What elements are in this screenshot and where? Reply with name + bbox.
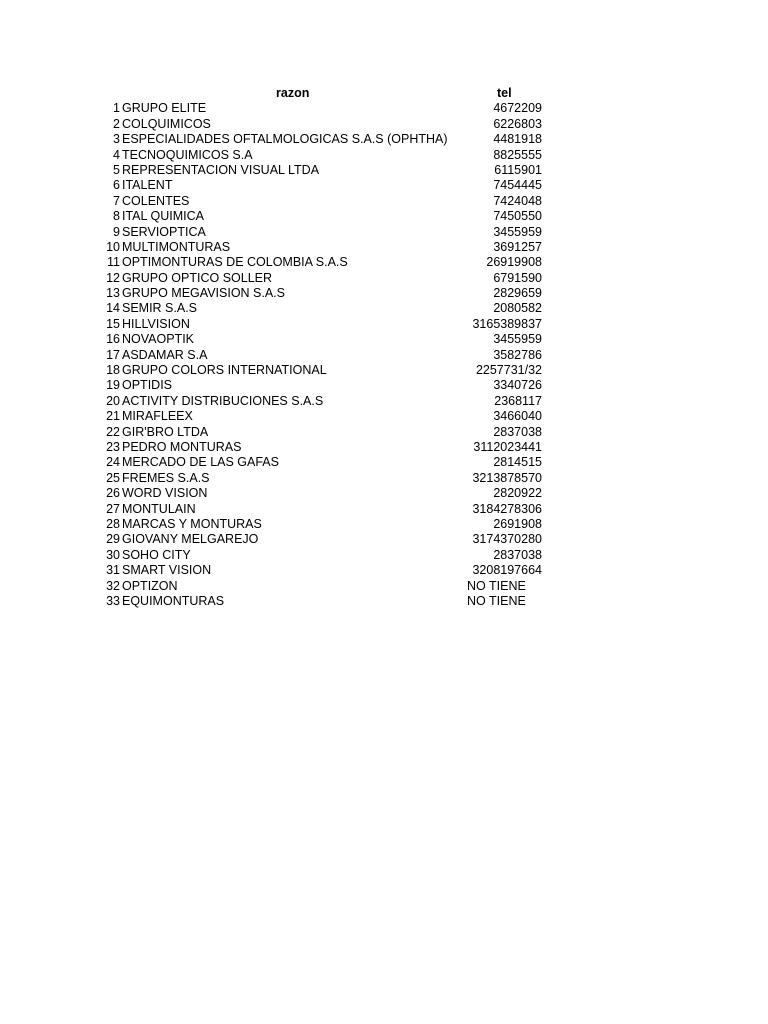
phone-number: 6115901 (494, 162, 542, 177)
table-row (0, 240, 768, 255)
phone-number: 2368117 (494, 393, 542, 408)
table-row (0, 502, 768, 517)
company-name: REPRESENTACION VISUAL LTDA (122, 162, 320, 177)
column-header-razon: razon (276, 86, 310, 100)
table-header-row (0, 86, 768, 101)
phone-number: 6226803 (493, 116, 542, 131)
table-row (0, 594, 768, 609)
row-number: 20 (106, 393, 120, 408)
table-row (0, 425, 768, 440)
table-row (0, 148, 768, 163)
company-name: FREMES S.A.S (122, 470, 210, 485)
company-name: ASDAMAR S.A (122, 347, 208, 362)
row-number: 10 (106, 239, 120, 254)
row-number: 24 (106, 455, 120, 470)
table-row (0, 163, 768, 178)
table-row (0, 178, 768, 193)
column-header-tel: tel (497, 86, 512, 100)
company-name: ESPECIALIDADES OFTALMOLOGICAS S.A.S (OPHTHA) (122, 132, 448, 147)
table-row (0, 225, 768, 240)
phone-number: 7424048 (493, 193, 542, 208)
company-name: MIRAFLEEX (122, 409, 193, 424)
row-number: 11 (107, 255, 120, 270)
company-name: OPTIDIS (122, 378, 173, 393)
company-name: TECNOQUIMICOS S.A (122, 147, 253, 162)
company-name: PEDRO MONTURAS (122, 439, 242, 454)
company-name: OPTIMONTURAS DE COLOMBIA S.A.S (122, 255, 348, 270)
row-number: 33 (106, 593, 120, 608)
phone-number: 2814515 (493, 455, 542, 470)
company-name: SERVIOPTICA (122, 224, 206, 239)
phone-number: 8825555 (493, 147, 542, 162)
row-number: 2 (113, 116, 120, 131)
table-row (0, 332, 768, 347)
phone-number: 26919908 (486, 255, 542, 270)
phone-number: 3455959 (493, 224, 542, 239)
row-number: 14 (106, 301, 120, 316)
row-number: 17 (106, 347, 120, 362)
phone-number: 3165389837 (472, 316, 542, 331)
row-number: 26 (106, 486, 120, 501)
phone-number: 2837038 (493, 424, 542, 439)
company-name: GRUPO COLORS INTERNATIONAL (122, 363, 327, 378)
spreadsheet-table (0, 86, 768, 609)
table-row (0, 409, 768, 424)
company-name: ITAL QUIMICA (122, 209, 204, 224)
row-number: 22 (106, 424, 120, 439)
phone-number: 3213878570 (472, 470, 542, 485)
table-row (0, 348, 768, 363)
row-number: 8 (113, 209, 120, 224)
table-row (0, 455, 768, 470)
row-number: 21 (106, 409, 120, 424)
table-row (0, 101, 768, 116)
row-number: 9 (113, 224, 120, 239)
company-name: ACTIVITY DISTRIBUCIONES S.A.S (122, 393, 324, 408)
table-row (0, 378, 768, 393)
table-row (0, 532, 768, 547)
company-name: OPTIZON (122, 578, 178, 593)
company-name: MARCAS Y MONTURAS (122, 516, 262, 531)
row-number: 7 (113, 193, 120, 208)
phone-number: 3340726 (493, 378, 542, 393)
table-row (0, 363, 768, 378)
table-row (0, 517, 768, 532)
phone-number: 6791590 (493, 270, 542, 285)
phone-number: 2257731/32 (475, 363, 542, 378)
company-name: SOHO CITY (122, 547, 191, 562)
company-name: GRUPO MEGAVISION S.A.S (122, 286, 285, 301)
phone-number: 7450550 (493, 209, 542, 224)
row-number: 18 (106, 363, 120, 378)
company-name: COLQUIMICOS (122, 116, 211, 131)
phone-number: 3112023441 (473, 439, 542, 454)
row-number: 30 (106, 547, 120, 562)
row-number: 12 (106, 270, 120, 285)
phone-number: 3691257 (493, 239, 542, 254)
row-number: 32 (106, 578, 120, 593)
row-number: 27 (106, 501, 120, 516)
table-row (0, 563, 768, 578)
phone-number: 3174370280 (472, 532, 542, 547)
company-name: MERCADO DE LAS GAFAS (122, 455, 279, 470)
row-number: 13 (106, 286, 120, 301)
phone-number: 4481918 (493, 132, 542, 147)
phone-number: 3208197664 (472, 563, 542, 578)
phone-number: 2080582 (493, 301, 542, 316)
row-number: 4 (113, 147, 120, 162)
phone-number: NO TIENE (467, 593, 526, 608)
company-name: GRUPO OPTICO SOLLER (122, 270, 273, 285)
phone-number: NO TIENE (467, 578, 526, 593)
company-name: GIOVANY MELGAREJO (122, 532, 259, 547)
phone-number: 2829659 (493, 286, 542, 301)
company-name: SMART VISION (122, 563, 212, 578)
row-number: 1 (113, 101, 120, 116)
row-number: 29 (106, 532, 120, 547)
table-row (0, 440, 768, 455)
row-number: 5 (113, 162, 120, 177)
row-number: 3 (113, 132, 120, 147)
company-name: MULTIMONTURAS (122, 239, 231, 254)
company-name: COLENTES (122, 193, 190, 208)
company-name: ITALENT (122, 178, 173, 193)
phone-number: 4672209 (493, 101, 542, 116)
company-name: NOVAOPTIK (122, 332, 195, 347)
table-row (0, 471, 768, 486)
phone-number: 3184278306 (472, 501, 542, 516)
table-row (0, 255, 768, 270)
table-row (0, 117, 768, 132)
phone-number: 2820922 (493, 486, 542, 501)
row-number: 23 (106, 439, 120, 454)
row-number: 15 (106, 316, 120, 331)
row-number: 31 (106, 563, 120, 578)
table-row (0, 317, 768, 332)
company-name: WORD VISION (122, 486, 208, 501)
row-number: 28 (106, 516, 120, 531)
table-row (0, 132, 768, 147)
table-row (0, 286, 768, 301)
row-number: 6 (113, 178, 120, 193)
row-number: 16 (106, 332, 120, 347)
company-name: SEMIR S.A.S (122, 301, 198, 316)
table-row (0, 579, 768, 594)
company-name: EQUIMONTURAS (122, 593, 225, 608)
table-row (0, 301, 768, 316)
row-number: 25 (106, 470, 120, 485)
phone-number: 3582786 (493, 347, 542, 362)
table-row (0, 486, 768, 501)
row-number: 19 (106, 378, 120, 393)
phone-number: 2691908 (493, 516, 542, 531)
table-row (0, 194, 768, 209)
table-row (0, 394, 768, 409)
company-name: GIR'BRO LTDA (122, 424, 209, 439)
phone-number: 2837038 (493, 547, 542, 562)
phone-number: 3466040 (493, 409, 542, 424)
table-row (0, 548, 768, 563)
table-body (0, 101, 768, 609)
table-row (0, 209, 768, 224)
table-row (0, 271, 768, 286)
company-name: MONTULAIN (122, 501, 196, 516)
phone-number: 3455959 (493, 332, 542, 347)
company-name: HILLVISION (122, 316, 190, 331)
company-name: GRUPO ELITE (122, 101, 207, 116)
phone-number: 7454445 (493, 178, 542, 193)
